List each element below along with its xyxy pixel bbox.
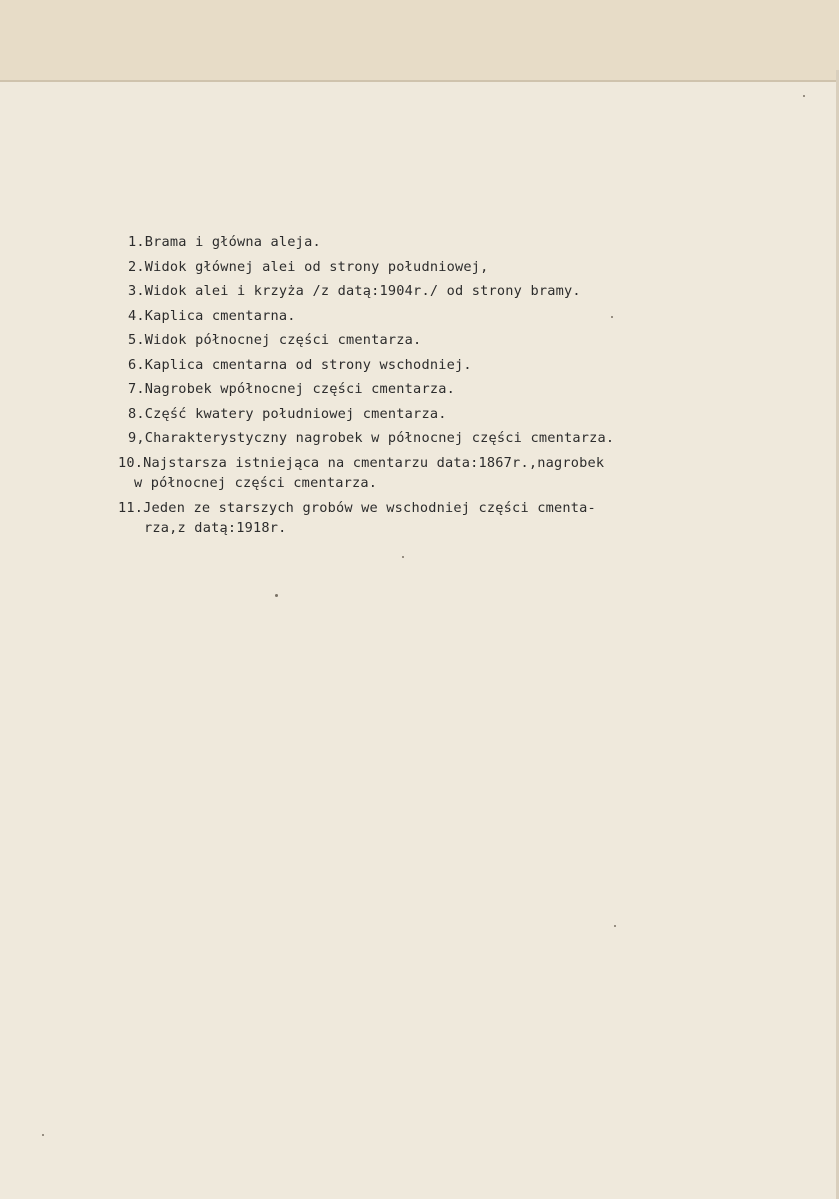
paper-speck (42, 1134, 44, 1136)
list-item: 6.Kaplica cmentarna od strony wschodniej. (128, 356, 472, 373)
list-item-continuation: rza,z datą:1918r. (144, 520, 287, 536)
list-item: 9,Charakterystyczny nagrobek w północnej części cmentarza. (128, 430, 615, 446)
list-item-continuation: w północnej części cmentarza. (134, 475, 378, 491)
list-item: 4.Kaplica cmentarna. (128, 307, 296, 324)
list-item: 10.Najstarsza istniejąca na cmentarzu data:1867r.,nagrobek (118, 454, 605, 471)
list-item: 5.Widok północnej części cmentarza. (128, 332, 422, 348)
list-item: 3.Widok alei i krzyża /z datą:1904r./ od strony bramy. (128, 283, 581, 299)
list-item: 1.Brama i główna aleja. (128, 234, 321, 250)
paper-speck (611, 316, 613, 318)
paper-speck (803, 95, 805, 97)
folded-top-strip (0, 0, 839, 82)
paper-speck (614, 925, 616, 927)
paper-speck (402, 556, 404, 558)
list-item: 2.Widok głównej alei od strony południowej, (128, 258, 489, 275)
photo-caption-list (118, 230, 768, 541)
paper-speck (275, 594, 278, 597)
list-item: 8.Część kwatery południowej cmentarza. (128, 405, 447, 422)
list-item: 11.Jeden ze starszych grobów we wschodniej części cmenta- (118, 499, 596, 516)
list-item: 7.Nagrobek wpółnocnej części cmentarza. (128, 381, 455, 397)
